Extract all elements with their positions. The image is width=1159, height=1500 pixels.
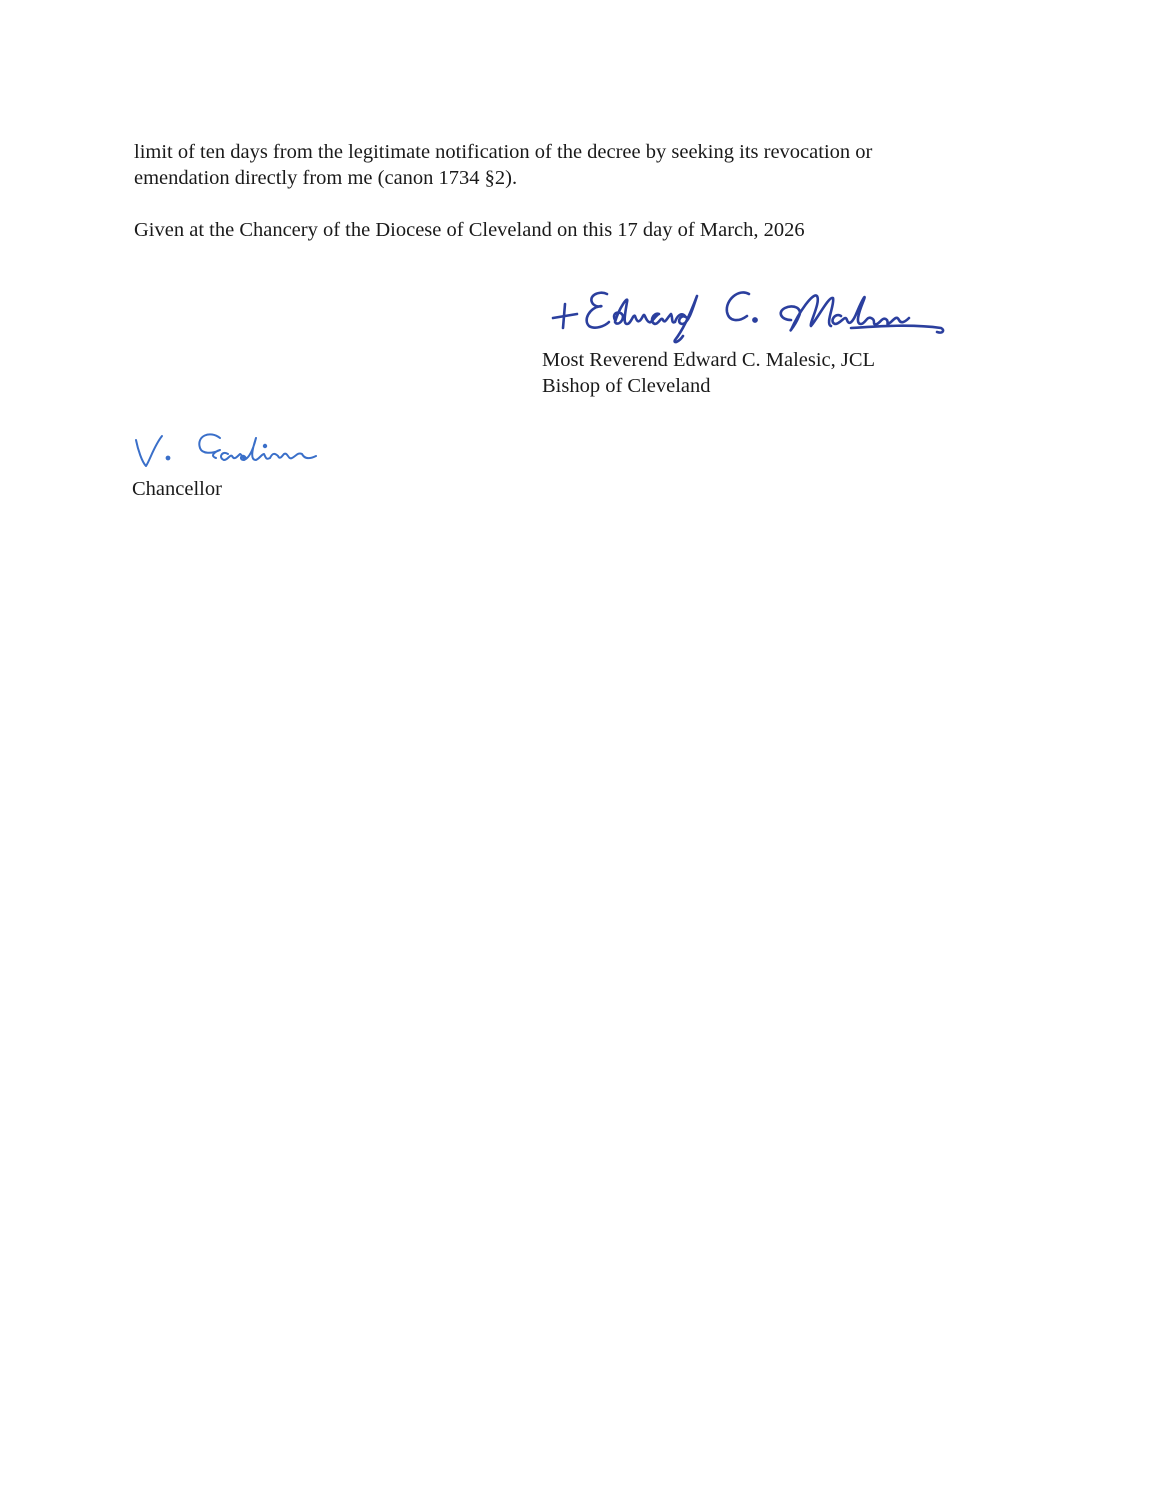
chancellor-handwritten-signature	[132, 420, 352, 472]
given-at-line: Given at the Chancery of the Diocese of Cleveland on this 17 day of March, 2026	[134, 219, 805, 241]
bishop-signature-block	[541, 272, 961, 402]
closing-paragraph-line-1: limit of ten days from the legitimate notification of the decree by seeking its revocation or	[134, 141, 873, 163]
bishop-handwritten-signature	[541, 272, 961, 352]
chancellor-label: Chancellor	[132, 478, 222, 500]
closing-paragraph	[134, 139, 872, 191]
bishop-title: Bishop of Cleveland	[542, 375, 711, 397]
closing-paragraph-line-2: emendation directly from me (canon 1734 §2).	[134, 167, 518, 189]
chancellor-signature-block	[132, 420, 392, 510]
bishop-name: Most Reverend Edward C. Malesic, JCL	[542, 349, 876, 371]
